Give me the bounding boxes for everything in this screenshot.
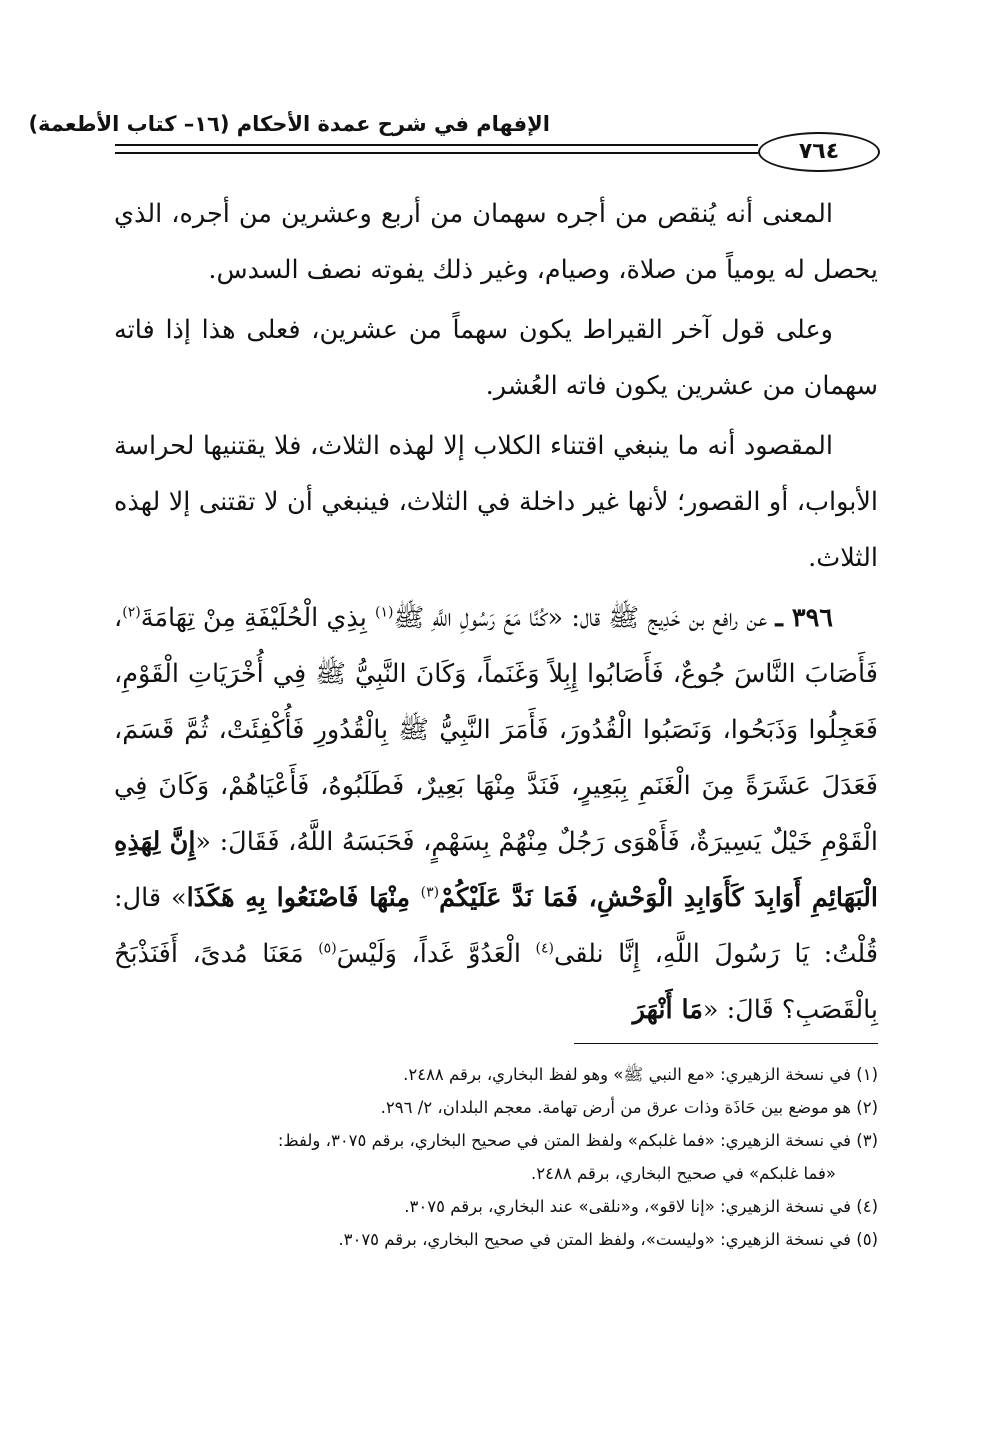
footnote-separator <box>574 1043 878 1044</box>
footnote-1: (١) في نسخة الزهيري: «مع النبي ﷺ» وهو لفظ البخاري، برقم ٢٤٨٨. <box>403 1065 878 1084</box>
hadith-number: ٣٩٦ ـ <box>775 603 833 633</box>
hadith-text-6: مَعَنَا مُدىً، أَفَنَذْبَحُ بِالْقَصَبِ؟ قَالَ: « <box>114 939 878 1025</box>
hadith-bold-2: مِنْهَا فَاصْنَعُوا بِهِ هَكَذَا <box>186 883 421 913</box>
hadith-bold-3: مَا أَنْهَرَ <box>632 995 703 1025</box>
footnote-3-continued: «فما غلبكم» في صحيح البخاري، برقم ٢٤٨٨. <box>531 1164 836 1183</box>
hadith-text-1: عن رافع بن خَدِيج ﷺ قال: «كُنَّا مَعَ رَسُولِ اللَّهِ ﷺ <box>393 603 776 633</box>
footnote-3: (٣) في نسخة الزهيري: «فما غلبكم» ولفظ المتن في صحيح البخاري، برقم ٣٠٧٥، ولفظ: <box>277 1131 878 1150</box>
page-number: ٧٦٤ <box>758 132 880 172</box>
footnote-5: (٥) في نسخة الزهيري: «وليست»، ولفظ المتن في صحيح البخاري، برقم ٣٠٧٥. <box>338 1230 878 1249</box>
footnotes <box>150 1058 878 1256</box>
hadith-paragraph <box>114 590 878 1038</box>
paragraph-1: المعنى أنه يُنقص من أجره سهمان من أربع وعشرين من أجره، الذي يحصل له يومياً من صلاة، وصيام، وغير ذلك يفوته نصف السدس. <box>114 199 878 285</box>
paragraph-3: المقصود أنه ما ينبغي اقتناء الكلاب إلا لهذه الثلاث، فلا يقتنيها لحراسة الأبواب، أو القصور؛ لأنها غير داخلة في الثلاث، فينبغي أن لا تقتنى إلا لهذه الثلاث. <box>114 431 878 573</box>
hadith-text-2: بِذِي الْحُلَيْفَةِ مِنْ تِهَامَةَ <box>140 603 376 633</box>
footnote-2: (٢) هو موضع بين حَاذَة وذات عرق من أرض تهامة. معجم البلدان، ٢/ ٢٩٦. <box>380 1098 878 1117</box>
footnote-ref-3[interactable]: (٣) <box>420 884 440 901</box>
page-header <box>28 112 880 172</box>
footnote-ref-5[interactable]: (٥) <box>318 940 337 957</box>
paragraph-2: وعلى قول آخر القيراط يكون سهماً من عشرين، فعلى هذا إذا فاته سهمان من عشرين يكون فاته العُشر. <box>114 315 878 401</box>
footnote-ref-4[interactable]: (٤) <box>535 940 554 957</box>
footnote-4: (٤) في نسخة الزهيري: «إنا لاقو»، و«نلقى» عند البخاري، برقم ٣٠٧٥. <box>404 1197 878 1216</box>
main-text <box>114 186 878 1038</box>
footnote-ref-2[interactable]: (٢) <box>122 604 141 621</box>
header-rule-top <box>115 144 758 146</box>
hadith-text-4: » قال: قُلْتُ: يَا رَسُولَ اللَّهِ، إِنَّا نلقى <box>114 883 879 969</box>
hadith-text-5: الْعَدُوَّ غَداً، وَلَيْسَ <box>336 939 536 969</box>
hadith-text-3: ، فَأَصَابَ النَّاسَ جُوعٌ، فَأَصَابُوا إِبِلاً وَغَنَماً، وَكَانَ النَّبِيُّ ﷺ فِي أُخْرَيَاتِ الْقَوْمِ، فَعَجِلُوا وَذَبَحُوا، وَنَصَبُوا الْقُدُورَ، فَأَمَرَ النَّبِيُّ ﷺ بِالْقُدُورِ فَأُكْفِئَتْ، ثُمَّ قَسَمَ، فَعَدَلَ عَشَرَةً مِنَ الْغَنَمِ بِبَعِيرٍ، فَنَدَّ مِنْهَا بَعِيرٌ، فَطَلَبُوهُ، فَأَعْيَاهُمْ، وَكَانَ فِي الْقَوْمِ خَيْلٌ يَسِيرَةٌ، فَأَهْوَى رَجُلٌ مِنْهُمْ بِسَهْمٍ، فَحَبَسَهُ اللَّهُ، فَقَالَ: « <box>114 603 879 857</box>
footnote-ref-1[interactable]: (١) <box>375 604 394 621</box>
running-title: الإفهام في شرح عمدة الأحكام (١٦– كتاب الأطعمة) <box>28 112 550 136</box>
hadith-bold-1: إِنَّ لِهَذِهِ الْبَهَائِمِ أَوَابِدَ كَأَوَابِدِ الْوَحْشِ، فَمَا نَدَّ عَلَيْكُمْ <box>114 827 878 913</box>
header-rule-bottom <box>115 152 758 154</box>
